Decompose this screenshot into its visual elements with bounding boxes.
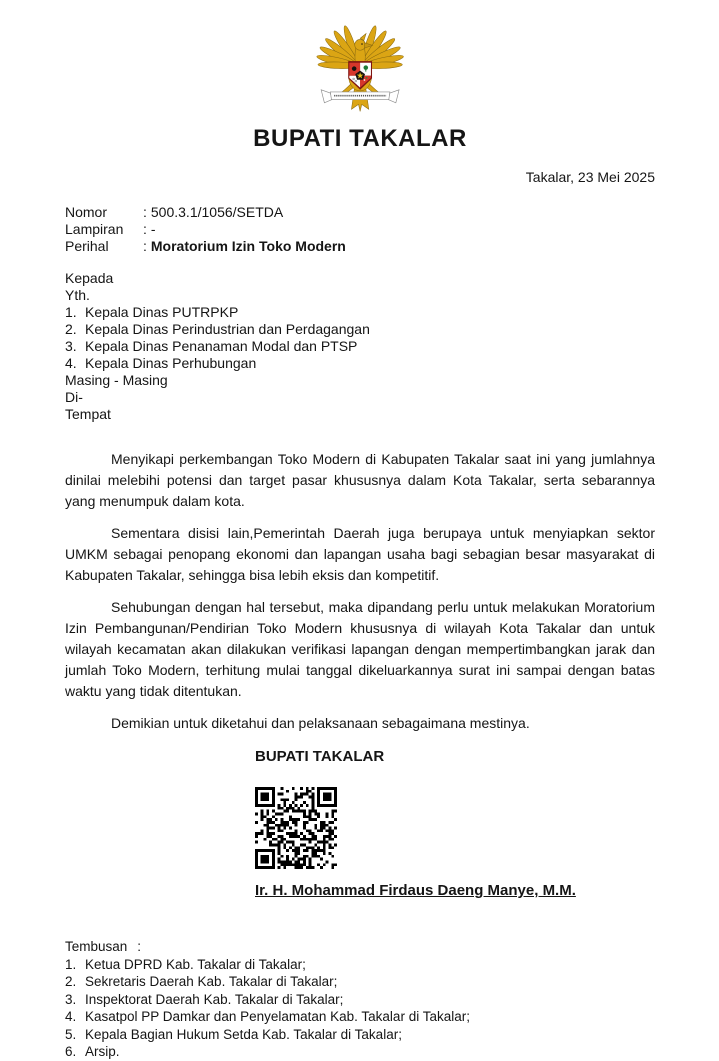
tembusan-item-text: Ketua DPRD Kab. Takalar di Takalar; bbox=[85, 956, 306, 972]
meta-value-perihal: Moratorium Izin Toko Modern bbox=[150, 238, 346, 254]
meta-row-lampiran bbox=[65, 221, 655, 238]
meta-colon: : bbox=[143, 204, 147, 220]
qr-code bbox=[255, 787, 337, 869]
di-label: Di- bbox=[65, 389, 83, 405]
paragraph-2: Sementara disisi lain,Pemerintah Daerah juga berupaya untuk menyiapkan sektor UMKM sebagai penopang ekonomi dan lapangan usaha bagi sebagian besar masyarakat di Kabupaten Takalar, sehingga bisa lebih eksis dan kompetitif. bbox=[65, 525, 655, 583]
recipient-item bbox=[65, 355, 655, 372]
tembusan-item bbox=[65, 1026, 655, 1044]
tempat-label: Tempat bbox=[65, 406, 111, 422]
signature-name: Ir. H. Mohammad Firdaus Daeng Manye, M.M. bbox=[255, 882, 576, 899]
tembusan-item-text: Sekretaris Daerah Kab. Takalar di Takalar; bbox=[85, 974, 338, 989]
tembusan-item bbox=[65, 973, 655, 991]
meta-label-nomor: Nomor bbox=[65, 204, 108, 220]
tembusan-label: Tembusan bbox=[65, 939, 128, 954]
masing-masing-label: Masing - Masing bbox=[65, 372, 168, 388]
recipient-item-text: Kepala Dinas Penanaman Modal dan PTSP bbox=[85, 338, 358, 354]
signature-block bbox=[255, 748, 655, 899]
letter-meta bbox=[65, 204, 655, 255]
yth-label: Yth. bbox=[65, 287, 90, 303]
tembusan-item-text: Kepala Bagian Hukum Setda Kab. Takalar di Takalar; bbox=[85, 1026, 402, 1042]
tembusan-item-text: Arsip. bbox=[85, 1044, 120, 1059]
tembusan-item bbox=[65, 1043, 655, 1061]
meta-label-perihal: Perihal bbox=[65, 238, 109, 254]
recipient-item bbox=[65, 304, 655, 321]
meta-value-lampiran: - bbox=[150, 221, 156, 237]
recipient-list bbox=[65, 304, 655, 372]
tembusan-item bbox=[65, 1008, 655, 1026]
tembusan-item bbox=[65, 956, 655, 974]
signature-title: BUPATI TAKALAR bbox=[255, 748, 385, 765]
tembusan-block bbox=[65, 938, 655, 1061]
meta-value-nomor: 500.3.1/1056/SETDA bbox=[150, 204, 284, 220]
tembusan-item-text: Inspektorat Daerah Kab. Takalar di Takalar; bbox=[85, 991, 344, 1007]
meta-row-perihal bbox=[65, 238, 655, 255]
date-place-line: Takalar, 23 Mei 2025 bbox=[525, 169, 655, 185]
garuda-icon bbox=[306, 27, 414, 119]
kepada-label: Kepada bbox=[65, 270, 114, 286]
garuda-pancasila-emblem bbox=[65, 27, 655, 119]
letter-body bbox=[65, 449, 655, 734]
paragraph-1: Menyikapi perkembangan Toko Modern di Kabupaten Takalar saat ini yang jumlahnya dinilai melebihi potensi dan target pasar khususnya dalam Kota Takalar, serta sebarannya yang menumpuk dalam kota. bbox=[65, 451, 655, 509]
letterhead-title: BUPATI TAKALAR bbox=[253, 125, 467, 152]
meta-label-lampiran: Lampiran bbox=[65, 221, 124, 237]
meta-colon: : bbox=[143, 238, 147, 254]
tembusan-item bbox=[65, 991, 655, 1009]
paragraph-3: Sehubungan dengan hal tersebut, maka dipandang perlu untuk melakukan Moratorium Izin Pembangunan/Pendirian Toko Modern khususnya di wilayah Kota Takalar dan untuk wilayah kecamatan akan dilakukan verifikasi lapangan dengan mempertimbangkan jarak dan jumlah Toko Modern, terhitung mulai tanggal dikeluarkannya surat ini sampai dengan batas waktu yang tidak ditentukan. bbox=[65, 599, 655, 699]
recipient-item bbox=[65, 321, 655, 338]
recipient-item bbox=[65, 338, 655, 355]
recipient-item-text: Kepala Dinas PUTRPKP bbox=[85, 304, 239, 320]
recipient-block bbox=[65, 270, 655, 423]
recipient-item-text: Kepala Dinas Perindustrian dan Perdagangan bbox=[85, 321, 370, 337]
tembusan-heading bbox=[65, 938, 655, 956]
tembusan-item-text: Kasatpol PP Damkar dan Penyelamatan Kab. Takalar di Takalar; bbox=[85, 1009, 470, 1024]
paragraph-4: Demikian untuk diketahui dan pelaksanaan sebagaimana mestinya. bbox=[111, 715, 530, 731]
tembusan-colon: : bbox=[137, 939, 142, 954]
recipient-item-text: Kepala Dinas Perhubungan bbox=[85, 355, 257, 371]
meta-colon: : bbox=[143, 221, 147, 237]
tembusan-list bbox=[65, 956, 655, 1061]
meta-row-nomor bbox=[65, 204, 655, 221]
